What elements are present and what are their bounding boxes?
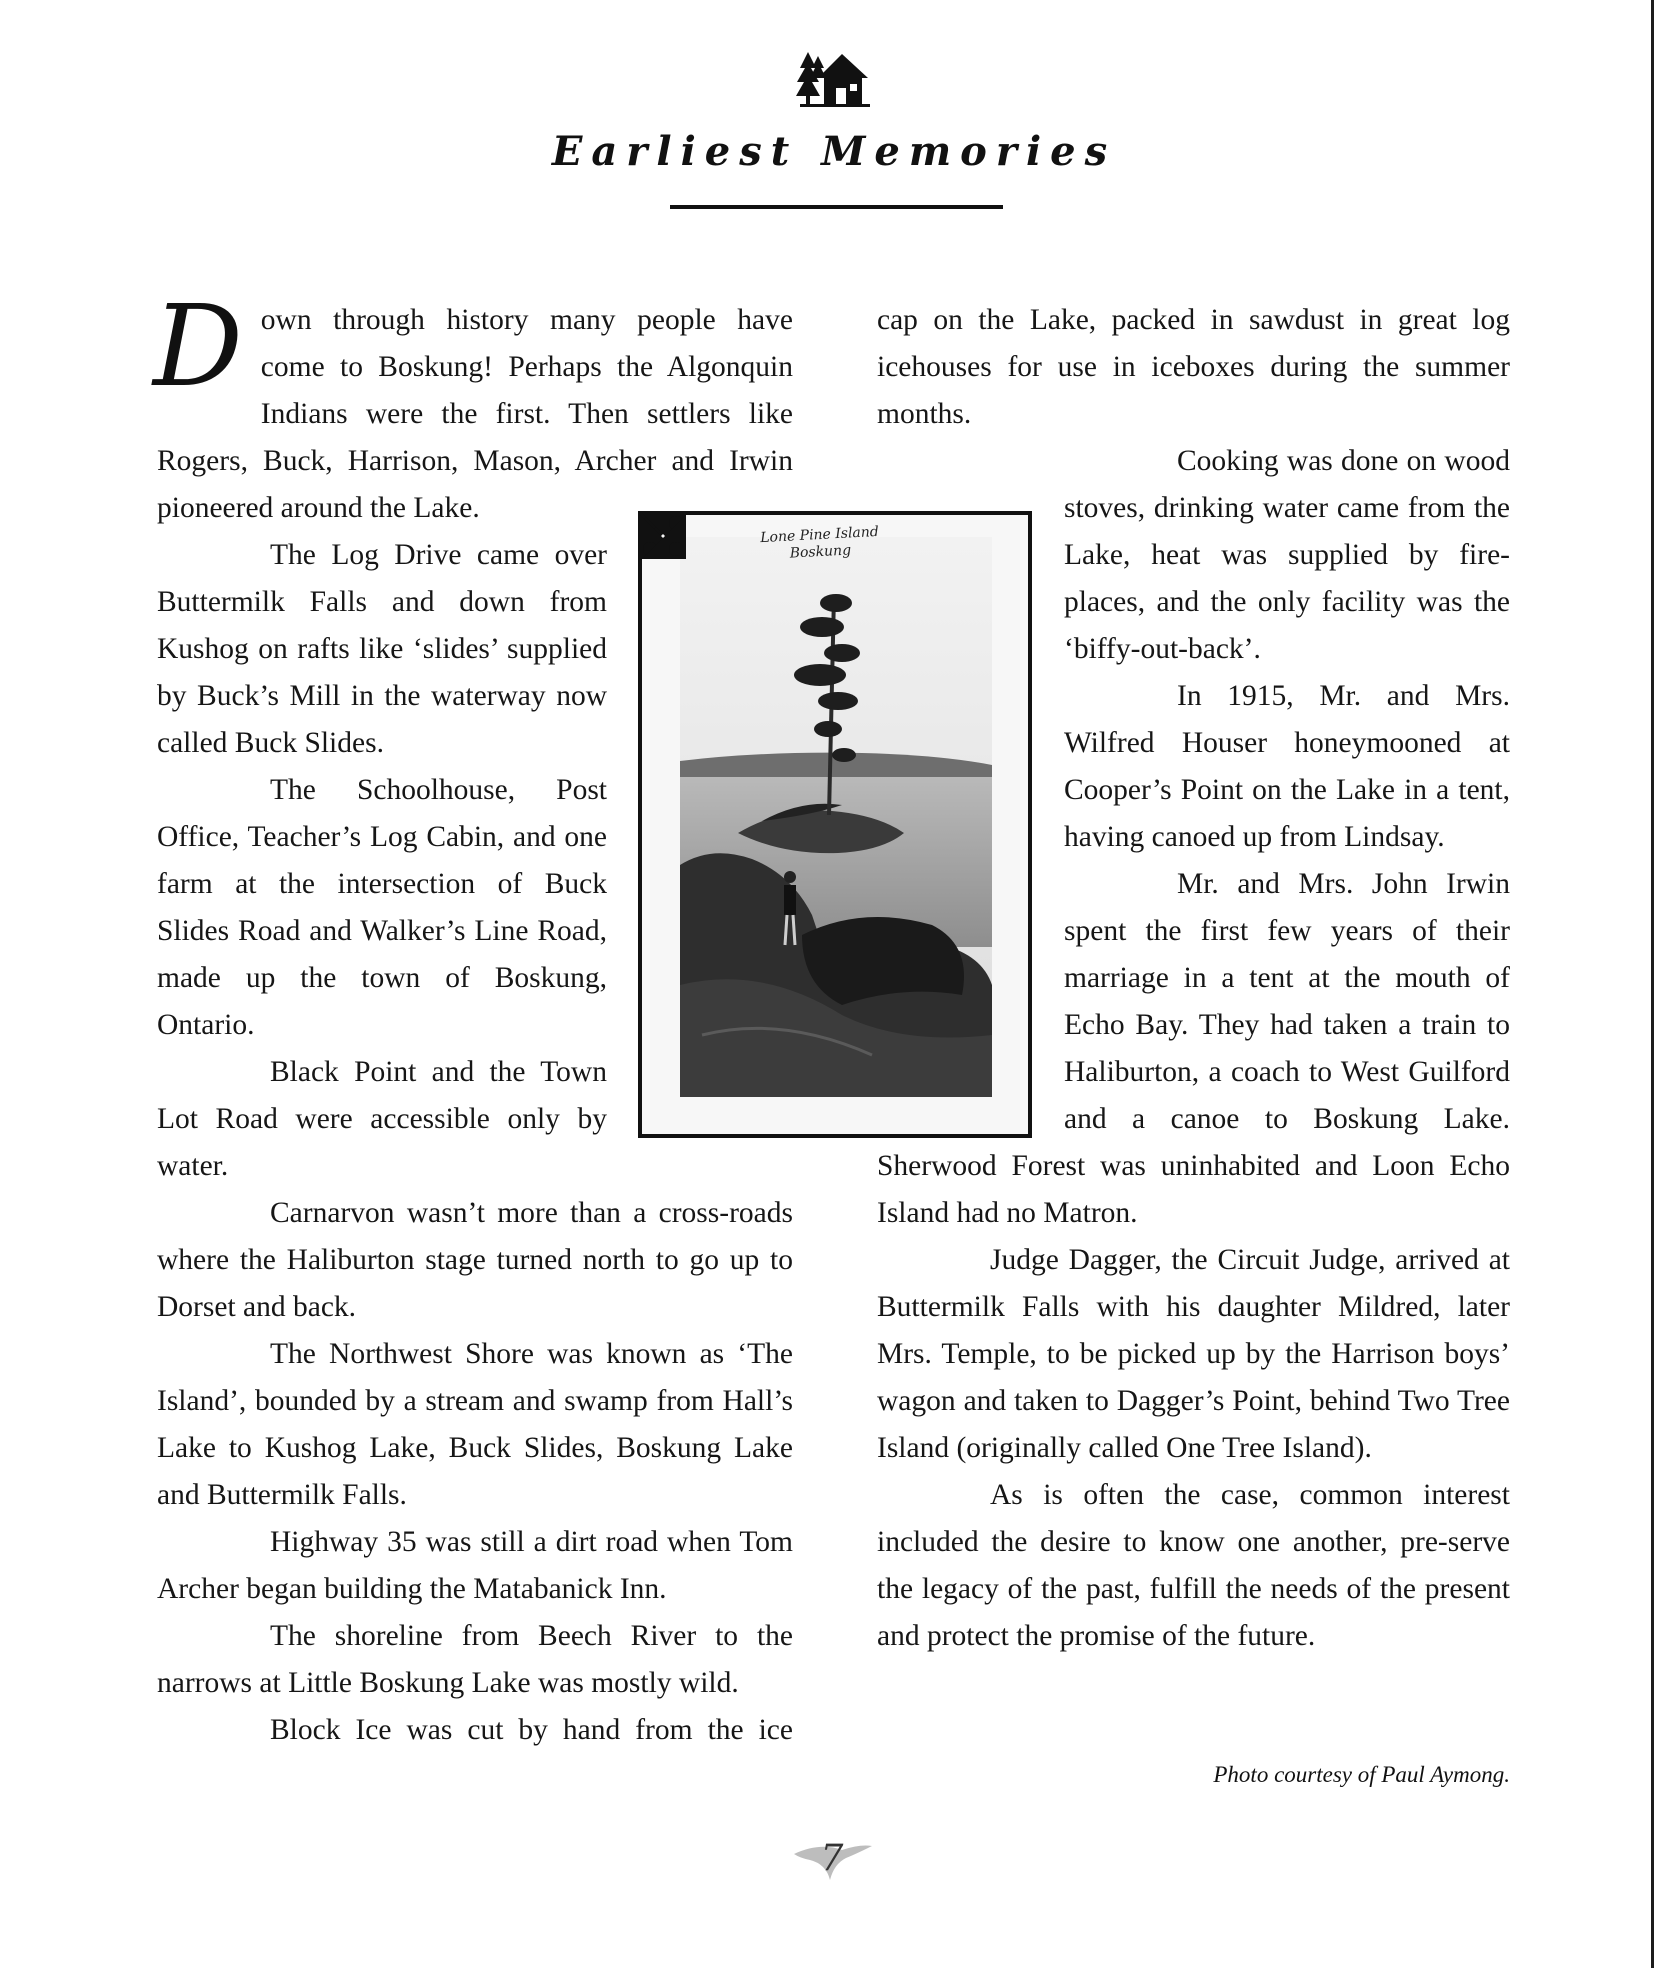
paragraph: own through history many people have come to Boskung! Perhaps the Algonquin Indians were the first. Then settlers like Rogers, Buck, Harrison, Mason, Archer and Irwin pioneered around the Lake.	[157, 304, 793, 524]
photo-caption: Lone Pine Island Boskung	[759, 523, 880, 562]
page-title: Earliest Memories	[551, 128, 1117, 175]
paragraph: The Schoolhouse, Post Office, Teacher’s Log Cabin, and one farm at the intersection of Buck Slides Road and Walker’s Line Road, made up the town of Boskung, Ontario.	[157, 774, 607, 1041]
paragraph: As is often the case, common interest included the desire to know one another, pre-serve the legacy of the past, fulfill the needs of the present and protect the promise of the future.	[877, 1479, 1510, 1652]
photo-corner-mount	[642, 515, 686, 559]
paragraph: The Log Drive came over Buttermilk Falls and down from Kushog on rafts like ‘slides’ supplied by Buck’s Mill in the waterway now called Buck Slides.	[157, 539, 607, 759]
photo-scene	[642, 515, 1028, 1134]
title-underline	[670, 205, 1003, 209]
paragraph: Block Ice was cut by hand from the ice	[270, 1714, 793, 1746]
paragraph: Carnarvon wasn’t more than a cross-roads where the Haliburton stage turned north to go up to Dorset and back.	[157, 1197, 793, 1323]
lone-pine-photo	[638, 511, 1032, 1138]
paragraph: Highway 35 was still a dirt road when Tom Archer began building the Matabanick Inn.	[157, 1526, 793, 1605]
paragraph: Judge Dagger, the Circuit Judge, arrived at Buttermilk Falls with his daughter Mildred, later Mrs. Temple, to be picked up by the Harrison boys’ wagon and taken to Dagger’s Point, behind Two Tree Island (originally called One Tree Island).	[877, 1244, 1510, 1464]
photo-credit: Photo courtesy of Paul Aymong.	[1213, 1762, 1510, 1787]
page-number: 7	[790, 1834, 874, 1884]
paragraph: Mr. and Mrs. John Irwin spent the first few years of their marriage in a tent at the mouth of Echo Bay. They had taken a train to Haliburton, a coach to West Guilford and a canoe to Boskung Lake. Sherwood Forest was uninhabited and Loon Echo Island had no Matron.	[877, 868, 1510, 1229]
paragraph: In 1915, Mr. and Mrs. Wilfred Houser honeymooned at Cooper’s Point on the Lake in a tent, having canoed up from Lindsay.	[1064, 680, 1510, 853]
paragraph: cap on the Lake, packed in sawdust in great log icehouses for use in iceboxes during the summer months.	[877, 304, 1510, 430]
page-edge-line	[1651, 0, 1654, 1968]
paragraph: The shoreline from Beech River to the narrows at Little Boskung Lake was mostly wild.	[157, 1620, 793, 1699]
drop-cap: D	[153, 282, 243, 412]
paragraph: Cooking was done on wood stoves, drinking water came from the Lake, heat was supplied by fire-places, and the only facility was the ‘biffy-out-back’.	[1064, 445, 1510, 665]
cabin-with-trees-icon	[796, 52, 872, 108]
paragraph: The Northwest Shore was known as ‘The Island’, bounded by a stream and swamp from Hall’s Lake to Kushog Lake, Buck Slides, Boskung Lake and Buttermilk Falls.	[157, 1338, 793, 1511]
paragraph: Black Point and the Town Lot Road were accessible only by water.	[157, 1056, 607, 1182]
